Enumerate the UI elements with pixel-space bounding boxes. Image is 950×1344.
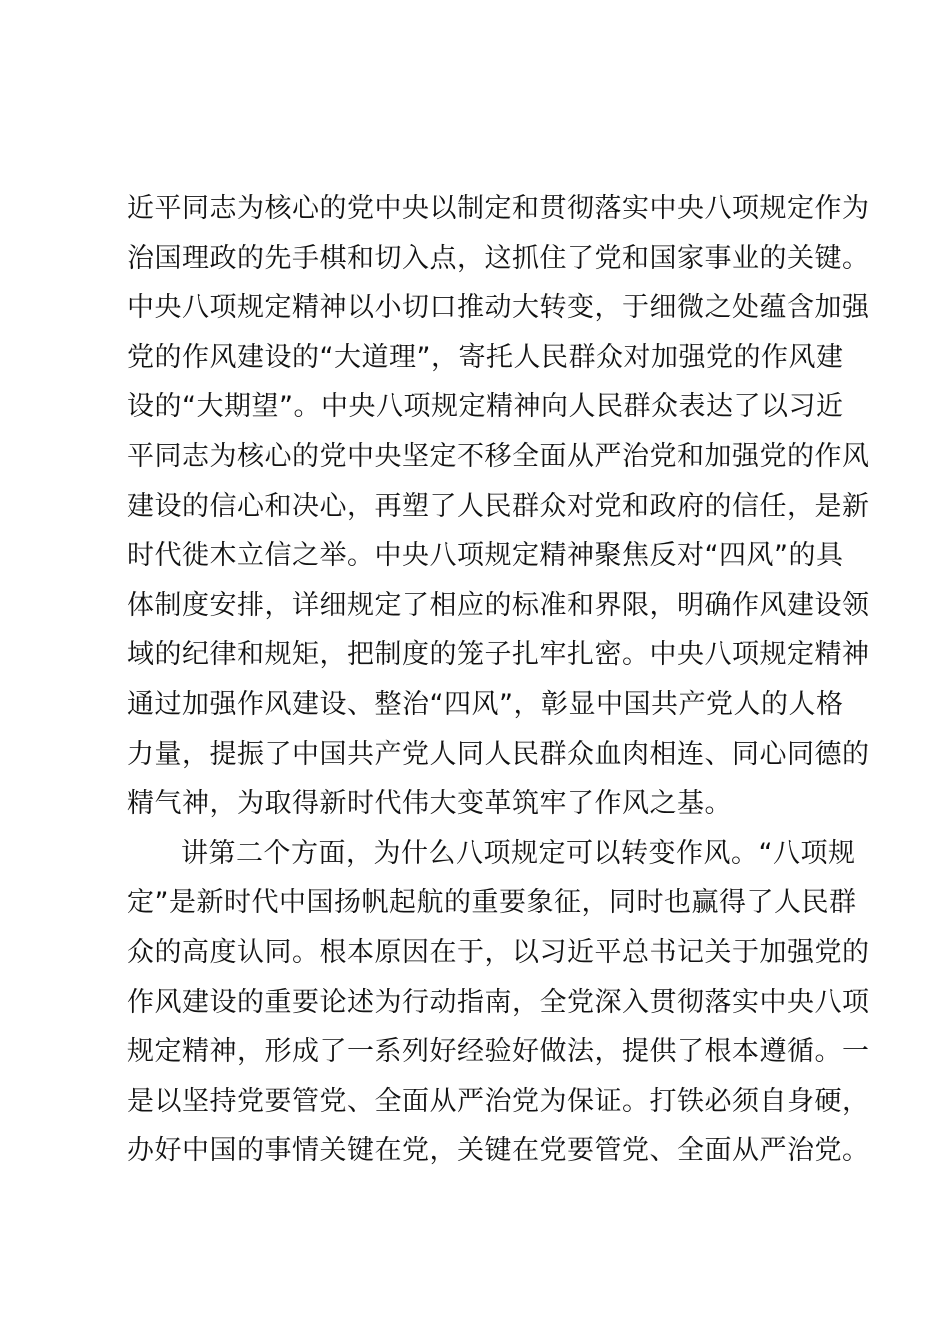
paragraph-line: 作风建设的重要论述为行动指南，全党深入贯彻落实中央八项 bbox=[127, 986, 870, 1018]
paragraph-line: 时代徙木立信之举。中央八项规定精神聚焦反对“四风”的具 bbox=[127, 540, 844, 572]
paragraph-line: 设的“大期望”。中央八项规定精神向人民群众表达了以习近 bbox=[127, 391, 844, 423]
paragraph-line: 体制度安排，详细规定了相应的标准和界限，明确作风建设领 bbox=[127, 589, 870, 621]
paragraph-line: 是以坚持党要管党、全面从严治党为保证。打铁必须自身硬， bbox=[127, 1085, 870, 1117]
paragraph-line-indented: 讲第二个方面，为什么八项规定可以转变作风。“八项规 bbox=[181, 837, 856, 869]
paragraph-line-last: 精气神，为取得新时代伟大变革筑牢了作风之基。 bbox=[127, 788, 732, 820]
paragraph-line: 建设的信心和决心，再塑了人民群众对党和政府的信任，是新 bbox=[127, 490, 870, 522]
paragraph-line: 办好中国的事情关键在党，关键在党要管党、全面从严治党。 bbox=[127, 1135, 870, 1167]
paragraph-line: 力量，提振了中国共产党人同人民群众血肉相连、同心同德的 bbox=[127, 738, 870, 770]
paragraph-line: 平同志为核心的党中央坚定不移全面从严治党和加强党的作风 bbox=[127, 440, 870, 472]
paragraph-line: 治国理政的先手棋和切入点，这抓住了党和国家事业的关键。 bbox=[127, 242, 870, 274]
paragraph-line: 近平同志为核心的党中央以制定和贯彻落实中央八项规定作为 bbox=[127, 193, 870, 224]
paragraph-line: 党的作风建设的“大道理”，寄托人民群众对加强党的作风建 bbox=[127, 341, 844, 373]
paragraph-line: 通过加强作风建设、整治“四风”，彰显中国共产党人的人格 bbox=[127, 688, 844, 720]
paragraph-line: 众的高度认同。根本原因在于，以习近平总书记关于加强党的 bbox=[127, 936, 870, 968]
paragraph-line: 中央八项规定精神以小切口推动大转变，于细微之处蕴含加强 bbox=[127, 292, 870, 324]
paragraph-line: 规定精神，形成了一系列好经验好做法，提供了根本遵循。一 bbox=[127, 1036, 870, 1068]
body-text bbox=[127, 184, 870, 1176]
paragraph-line: 域的纪律和规矩，把制度的笼子扎牢扎密。中央八项规定精神 bbox=[127, 639, 870, 671]
paragraph-line: 定”是新时代中国扬帆起航的重要象征，同时也赢得了人民群 bbox=[127, 887, 857, 919]
